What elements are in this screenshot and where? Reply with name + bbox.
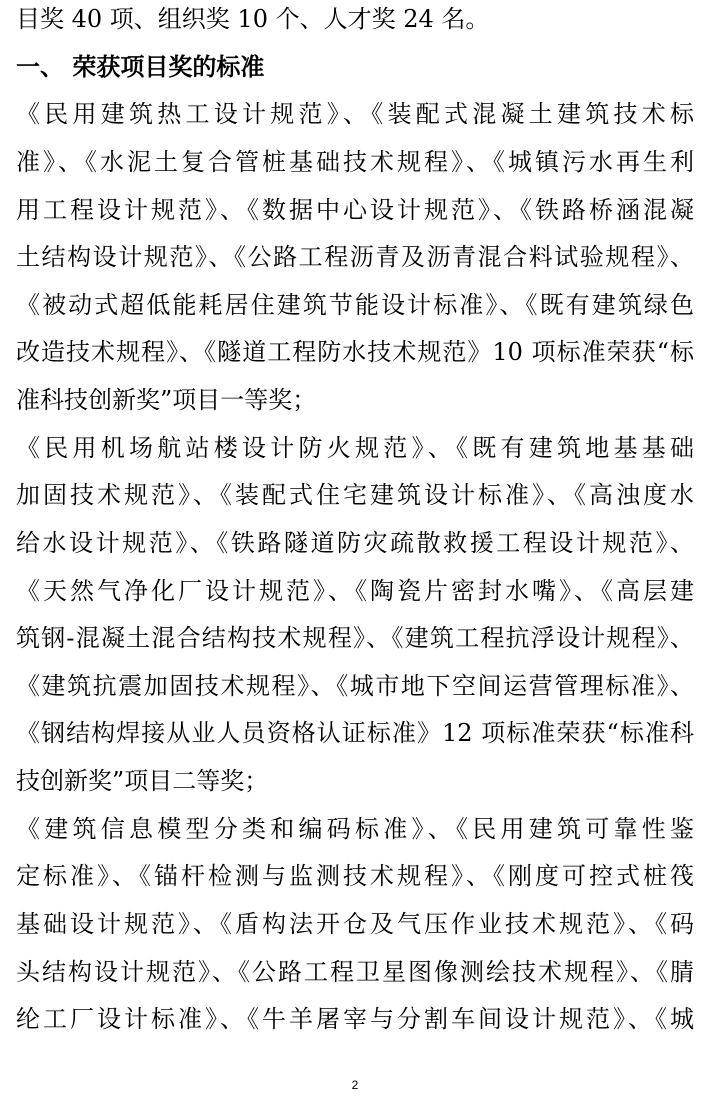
text-line-9: 准科技创新奖”项目一等奖；	[16, 386, 317, 414]
text-line-1: 目奖 40 项、组织奖 10 个、人才奖 24 名。	[16, 5, 490, 33]
text-line-21: 头结构设计规范》、《公路工程卫星图像测绘技术规程》、《腈	[16, 958, 694, 986]
text-line-19: 定标准》、《锚杆检测与监测技术规程》、《刚度可控式桩筏	[16, 862, 694, 890]
text-line-7: 《被动式超低能耗居住建筑节能设计标准》、《既有建筑绿色	[16, 291, 694, 319]
text-line-22: 纶工厂设计标准》、《牛羊屠宰与分割车间设计规范》、《城	[16, 1005, 694, 1033]
page-number: 2	[351, 1078, 359, 1092]
text-line-18: 《建筑信息模型分类和编码标准》、《民用建筑可靠性鉴	[16, 815, 694, 843]
text-line-4: 准》、《水泥土复合管桩基础技术规程》、《城镇污水再生利	[16, 148, 694, 176]
text-line-17: 技创新奖”项目二等奖；	[16, 767, 269, 795]
text-line-5: 用工程设计规范》、《数据中心设计规范》、《铁路桥涵混凝	[16, 196, 694, 224]
text-line-14: 筑钢-混凝土混合结构技术规程》、《建筑工程抗浮设计规程》、	[16, 624, 694, 652]
text-line-10: 《民用机场航站楼设计防火规范》、《既有建筑地基基础	[16, 434, 694, 462]
text-line-3: 《民用建筑热工设计规范》、《装配式混凝土建筑技术标	[16, 100, 694, 128]
text-line-20: 基础设计规范》、《盾构法开仓及气压作业技术规范》、《码	[16, 910, 694, 938]
text-line-16: 《钢结构焊接从业人员资格认证标准》12 项标准荣获“标准科	[16, 719, 694, 747]
text-line-8: 改造技术规程》、《隧道工程防水技术规范》10 项标准荣获“标	[16, 338, 694, 366]
text-line-15: 《建筑抗震加固技术规程》、《城市地下空间运营管理标准》、	[16, 672, 694, 700]
text-line-12: 给水设计规范》、《铁路隧道防灾疏散救援工程设计规范》、	[16, 529, 694, 557]
text-line-11: 加固技术规范》、《装配式住宅建筑设计标准》、《高浊度水	[16, 481, 694, 509]
text-line-13: 《天然气净化厂设计规范》、《陶瓷片密封水嘴》、《高层建	[16, 577, 694, 605]
section-heading: 一、 荣获项目奖的标准	[16, 52, 265, 81]
text-line-6: 土结构设计规范》、《公路工程沥青及沥青混合料试验规程》、	[16, 243, 694, 271]
